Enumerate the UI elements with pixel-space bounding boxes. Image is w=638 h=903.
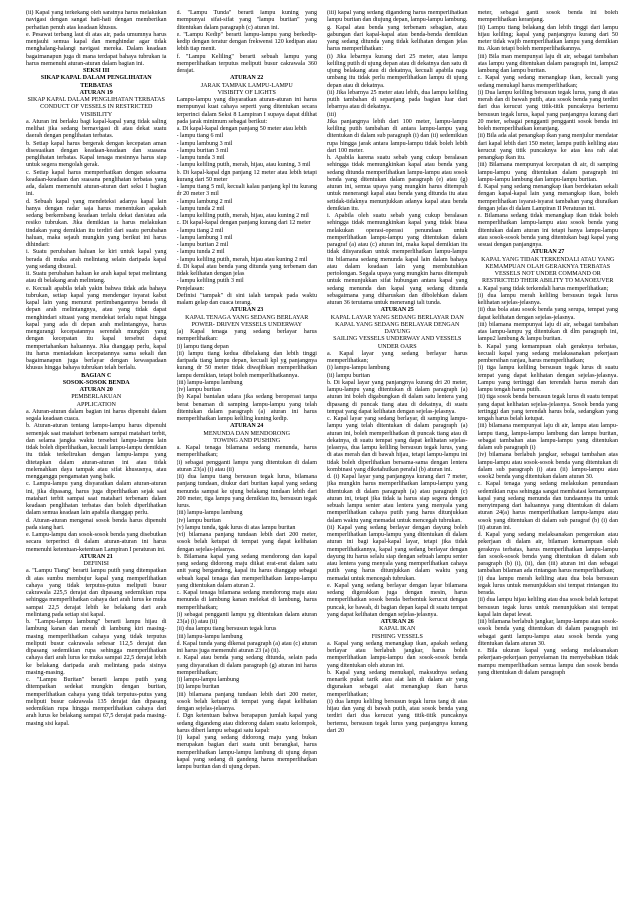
paragraph: d. Kapal tunda yang dikenai paragraph (a) atau (c) aturan ini harus juga memenuhi aturan 23 (a) (ii). bbox=[176, 640, 317, 654]
paragraph: (i) Dua lampu keliling bersusun tegak lurus, yang di atas merah dan di bawah putih, atau sosok benda yang terdiri dari dua kerucut yang titik-titik puncaknya bertemu bersusun tegak lurus, kapal yang panjangnya kurang dari 20 meter, sebagai pengganti pengganti sosok benda ini boleh memperlihatkan keranjang. bbox=[477, 89, 618, 132]
paragraph: (ii) Kapal yang terkekang oleh saratnya harus melakukan navigasi dengan sangat hati-hati dengan memberikan perhatian penuh atas keadaan khusus. bbox=[26, 10, 167, 31]
paragraph: (ii) dua lampu tiang bersusun tegak lurus, bilamana panjang tundaan, diukur dari buritan kapal yang sedang menunda sampai ke ujung belakang tundaan lebih dari 200 meter, tiga lampu yang demikian itu, bersusun tegak lurus. bbox=[176, 474, 317, 509]
paragraph: f. "Lampu Keliling" berarti sebuah lampu yang memperlihatkan terputus meliputi busur cakrawala 360 derajat. bbox=[176, 53, 317, 74]
paragraph: - lampu tiang 5 mil, kecuali kalau panjang kpl itu kurang dr 20 meter 3 mil bbox=[176, 184, 317, 198]
paragraph: (iv) bilamana berlabuh jangkar, sebagai tambahan atas lampu-lampu atau sosok-sosok benda yang ditentukan di dalam sub paragraph (i) atau (ii) lampu-lampu atau sosok2 benda yang ditentukan dalam aturan 30. bbox=[477, 452, 618, 480]
section-subheading: KAPAL YANG TIDAK TERKENDALI ATAU YANG KEMAMPUAN OLAH GERAKNYA TERBATAS bbox=[481, 256, 615, 270]
paragraph: (iii) kapal yang sedang digandeng harus memperlihatkan lampu buritan dan diujung depan, lampu-lampu lambung. bbox=[327, 10, 468, 24]
paragraph: (i) dua lampu merah keliling atau dua bola bersusun tegak lurus untuk menunjukkan sisi tempat rintangan itu berada. bbox=[477, 575, 618, 596]
paragraph: - lampu tunda 3 mil bbox=[176, 155, 225, 161]
section-heading: BAGIAN C bbox=[81, 372, 112, 379]
paragraph: a. Kapal yang sedang menangkap ikan, apakah sedang berlayar atau berlabuh jangkar, harus boleh memperlihatkan lampu-lampu dan sosok-sosok benda yang ditentukan oleh aturan ini. bbox=[327, 640, 468, 669]
paragraph: (iii) lampu-lampu lambung bbox=[176, 379, 243, 386]
paragraph: (iv) lampu buritan bbox=[176, 517, 221, 524]
paragraph: i. Apabila oleh suatu sebab yang cukup beralasan sehingga tidak memungkinkan kapal yang tidak biasa melakukan operasi-operasi penundaan untuk memperlihatkan lampu-lampu yang ditentukan dalam paragraf (a) atau (c) aturan ini, maka kapal demikian itu tidak diisyaratkan untuk memperlihatkan lampu-lampu itu bilamana sedang menunda kapal lain dalam bahaya atau dalam keadaan lain yang membutuhkan pertolongan. Segala upaya yang mungkin harus ditempuh untuk menunjukkan sifat hubungan antara kapal yang sedang menunda dan kapal yang sedang ditunda sebagaimana yang diharuskan dan dibolehkan dalam aturan 36 terutama untuk menerangi tali tunda. bbox=[327, 213, 468, 306]
paragraph: b. Setiap kapal harus bergerak dengan kecepatan aman disesuaikan dengan keadaan-keadaan dan suasana penglihatan terbatas. Kapal tenaga mesinnya harus siap untuk segera mengolah gerak. bbox=[26, 140, 167, 169]
paragraph: b. Aturan-aturan tentang lampu-lampu harus dipenuhi semenjak saat matahari terbenam sampai matahari terbit, dan selama jangka waktu tersebut lampu-lampu lain tidak boleh diperlihatkan, kecuali lampu-lampu demikian itu tidak terkelirukan dengan lampu-lampu yang ditetapkan dalam aturan-aturan ini atau tidak melemahkan daya tampak atau sifat khususnya, atau mengganggu pengamatan yang baik. bbox=[26, 423, 167, 480]
paragraph: ii. Suatu perubahan haluan ke arah kapal tepat melintang atau di belakang arah melintang. bbox=[26, 271, 167, 285]
paragraph: a. Kapal yang tidak terkendali harus memperlihatkan; bbox=[477, 285, 609, 292]
paragraph: - lampu lambung 3 mil bbox=[176, 140, 233, 147]
paragraph: e. Kecuali apabila telah yakin bahwa tidak ada bahaya tubrukan, setiap kapal yang mendengar isyarat kabut kapal lain yang menurut pertimbangannya berada di depan arah melintangnya, atau yang tidak dapat menghindari situasi yang mendekat terlalu rapat hingga kapal yang ada di depan arah melintangnya, harus mengurangi kecepatannya serendah mungkin yang dengan kecepatan itu kapal tersebut dapat mempertahankan haluannya. Jika dianggap perlu, kapal itu harus meniadakan kecepatannya sama sekali dan bagaimanapun juga berlayar dengan kewaspadaan khusus hingga bahaya tubrukan telah berlalu. bbox=[26, 285, 167, 372]
paragraph: c. Kapal tenaga yang sedang melakukan penundaan sedemikian rupa sehingga sangat membatasi kemampuan kapal yang sedang menunda dan tundaannya itu untuk menyimpang dari haluannya yang ditentukan di dalam aturan 24(a) harus memperlihatkan lampu-lampu atau sosok yang ditentukan di dalam sub paragraf (b) (i) dan (ii) aturan ini. bbox=[477, 481, 618, 531]
paragraph: (ii) dua lampu tiang bersusun tegak lurus bbox=[176, 626, 277, 633]
paragraph: c. Lampu-lampu yang disyaratkan dalam aturan-aturan ini, jika dipasang, harus juga diperlihatkan sejak saat matahari terbit sampai saat matahari terbenam dalam keadaan penglihatan terbatas dan boleh diperlihatkan dalam semua keadaan lain apabila dianggap perlu. bbox=[26, 481, 167, 517]
paragraph: (ii) lampu tiang kedua dibelakang dan lebih tinggi daripada tiang lampu depan, kecuali kpl yg panjangnya kurang dr 50 meter tidak diwajibkan memperlihatkan lampu demikian, tetapi boleh memperlihatkannya. bbox=[176, 350, 317, 379]
paragraph: - lampu buritan 3 mil bbox=[176, 147, 229, 154]
paragraph: (a) Kapal tenaga yang sedang berlayar harus memperlihatkan: bbox=[176, 329, 317, 343]
section-subheading: APPLICATION bbox=[76, 401, 116, 408]
paragraph: - lampu tiang 6 mil bbox=[176, 133, 224, 140]
section-heading: ATURAN 25 bbox=[380, 307, 414, 314]
paragraph: (ii) lampu buritan bbox=[327, 372, 370, 379]
paragraph: e. Bila ukuran kapal yang sedang melaksanakan pekerjaan-pekerjaan penyelaman itu menyebabkan tidak mampu memperlihatkan semua lampu dan sosok benda yang ditentukan di dalam paragraph bbox=[477, 648, 618, 676]
document-page bbox=[26, 10, 618, 896]
paragraph: c. Kapal tenaga bilamana sedang mendorong maju atau menunda di lambung kanan melekat di lambung, harus memperlihatkan; bbox=[176, 590, 317, 611]
text-column-2 bbox=[177, 10, 318, 896]
paragraph: - lampu tiang 2 mil bbox=[176, 227, 224, 234]
paragraph: b. Di kapal layar yang panjangnya kurang dri 20 meter, lampu-lampu yang ditentukan di dalam paragraph (a) aturan ini boleh digabungkan di dalam satu lentera yang dipasang di puncak tiang atau di dekatnya, di suatu tempat yang dapat kelihatan dengan sejelas-jelasnya. bbox=[327, 379, 468, 415]
paragraph: a. Kapal layar yang sedang berlayar harus memperlihatkan; bbox=[327, 350, 468, 364]
section-heading: ATURAN 23 bbox=[230, 307, 264, 314]
paragraph: (v) lampu tunda, tgak lurus di atas lampu buritan bbox=[176, 524, 296, 531]
paragraph: e. Lampu-lampu dan sosok-sosok benda yang disebutkan secara terperinci di dalam aturan-aturan ini harus memenuhi ketentuan-ketentuan Lampiran I peraturan ini. bbox=[26, 532, 167, 553]
paragraph: d. Di kapal atau benda yang ditunda yang terbenam dan tidak kelihatan dengan jelas bbox=[176, 263, 317, 277]
paragraph: - lampu lambung 2 mil bbox=[176, 198, 233, 205]
paragraph: e. Bilamana sedang tidak menangkap ikan tidak boleh memperlihatkan lampu-lampu atau sosok benda yang ditentukan dalam aturan ini tetapi hanya lampu-lampu atau sosok-sosok benda yang ditentukan bagi kapal yang sesuai dengan panjangnya. bbox=[477, 213, 618, 248]
paragraph: b. Kapal yang sedang menukapl, maksudnya sedang menarik pukat tarik atau alat lain di dalam air yang digunakan sebagai alat menangkap ikan harus memperlihatkan; bbox=[327, 669, 468, 698]
paragraph: Jika panjangnya lebih dari 100 meter, lampu-lampu keliling putih tambahan di antara lampu-lampu yang ditentukan di dalam sub paragraph (i) dan (ii) sedemikian rupa hingga jarak antara lampu-lampu tidak boleh lebih dari 100 meter. bbox=[327, 118, 468, 154]
paragraph: d. Sebuah kapal yang mendeteksi adanya kapal lain hanya dengan radar saja harus menentukan apakah sedang berkembang keadaan terlalu dekat dan/atau ada resiko tubrukan. Jika demikian ia harus melakukan tindakan yang demikian itu terdiri dari suatu perubahan haluan, maka sejauh mungkin yang berikut ini harus dihindari: bbox=[26, 198, 167, 248]
paragraph: (iii) Bilamana mempunyai kecepatan di air, di samping lampu-lampu yang ditentukan dalam paragraph ini lampu-lampu lambung dan lampu-lampu buritan. bbox=[477, 162, 618, 183]
section-heading: SIKAP KAPAL DALAM PENGLIHATAN TERBATAS bbox=[40, 75, 152, 89]
paragraph: f. Dgn ketentuan bahwa berapapun jumlah kapal yang sedang digandeng atau didorong dalam suatu kelompok, harus diberi lampu sebagai satu kapal: bbox=[176, 713, 317, 734]
paragraph: (iii) bilamana berlabuh jangkar, lampu-lampu atau sosok-sosok benda yang ditentukan di dalam paragraph ini sebagai ganti lampu-lampu atau sosok benda yang ditentukan dalam aturan 30. bbox=[477, 619, 618, 647]
paragraph: (iv) lampu buritan bbox=[176, 387, 221, 393]
paragraph: (i) dua lampu keliling bersusun tegak lurus tang di atas hijau dan yang di bawah putih, atau sosok benda yang terdiri dari dua kerucut yang titik-titik puncaknya bertemu, bersusun tegak lurus yang panjangnya kurang dari 20 bbox=[327, 698, 468, 734]
paragraph: i. Suatu perubahan haluan ke kiri untuk kapal yang berada di muka arah melintang selain daripada kapal yang sedang disusul. bbox=[26, 249, 167, 270]
paragraph: (ii) dua bola atau sosok benda yang serupa, tempat yang dapat kelihatan dengan sejelas-jelasnya. bbox=[477, 307, 618, 321]
section-heading: ATURAN 27 bbox=[531, 249, 565, 256]
paragraph: Penjelasan: bbox=[176, 285, 205, 292]
paragraph: b. "Lampu-lampu lambung" berarti lampu hijau di lambung kanan dan merah di lambung kiri masing-masing memperlihatkan cahaya yang tidak terputus meliputi busur cakrawala sebesar 112,5 derajat dan dipasang sedemikian rupa sehingga memperlihatkan cahaya dari arah lurus ke muka sampai 22,5 derajat lebih ke belakang daripada arah melintang pada sisinya masing-masing. bbox=[26, 619, 167, 676]
paragraph: (i) lampu tiang depan bbox=[176, 343, 229, 350]
section-heading: ATURAN 26 bbox=[380, 619, 414, 625]
paragraph: d. Kapal yang sedang melaksanakan pengerukan atau pekerjaan di dalam air, bilaman kemampuan olah geraknya terbatas, harus memperlihatkan lampu-lampu dan sosok-sosok benda yang ditentukan di dalam sub paragraph (b) (i), (ii), dan (iii) aturan ini dan sebagai tambahan bilaman ada rintangan harus memperlihatkan; bbox=[477, 532, 618, 575]
paragraph: b. Kapal yang kemampuan olah geraknya terbatas, kecuali kapal yang sedang melakasanakan pekerjaan pembersihan ranjau, harus memperlihatkan; bbox=[477, 343, 618, 364]
paragraph: - lampu lambung 1 mil bbox=[176, 234, 233, 241]
paragraph: (iii) bbox=[327, 111, 337, 118]
section-heading: ATURAN 21 bbox=[79, 553, 113, 560]
section-subheading: SIKAP KAPAL DALAM PENGLIHATAN TERBATAS bbox=[27, 97, 165, 103]
section-subheading: JARAK TAMPAK LAMPU-LAMPU bbox=[200, 82, 293, 89]
section-subheading: VESSELS NOT UNDER COMMAND OR bbox=[494, 271, 601, 277]
paragraph: a. "Lampu Tiang" berarti lampu putih yang ditempatkan di atas sumbu membujur kapal yang memperlihatkan cahaya yang tidak terputus-putus meliputi busur cakrawala 225,5 derajat dan dipasang sedemikian rupa sehingga memperlihatkan cahaya dari arah lurus ke muka sampai 22,5 derajat lebih ke belakang dari arah melintang pada setiap sisi kapal. bbox=[26, 568, 167, 618]
paragraph: (iii) lampu-lampu lambung bbox=[176, 510, 243, 517]
paragraph: (vi) bilamana panjang tundaan lebih dari 200 meter, sosok belah ketupat di tempat yang dapat kelihatan dengan sejelas-jelasnya. bbox=[176, 532, 317, 553]
paragraph: d. "Lampu Tunda" berarti lampu kuning yang mempunyai sifat-sifat yang "lampu buritan" yang ditentukan dalam paragraph (c) aturan ini. bbox=[176, 10, 317, 31]
paragraph: - lampu buritan 2 mil bbox=[176, 242, 229, 248]
paragraph: e. Pesawat terbang laut di atas air, pada umumnya harus menjauhi semua kapal dan menghindar agar tidak menghalang-halangi navigasi mereka. Dalam keadaan bagaimanapun juga di mana terdapat bahaya tubrukan ia harus memenuhi aturan-aturan dalam bagian ini. bbox=[26, 31, 167, 67]
paragraph: c. Di kapal-kapal dengan panjang kurang dari 12 meter bbox=[176, 220, 311, 227]
paragraph: (ii) Kapal yang sedang berlayar dengan dayung boleh memperlihatkan lampu-lampu yang ditentukan di dalam aturan ini bagi kapal-kapal layar, tetapi jika tidak memperlihatkannya, kapal yang sedang berlayar dengan dayung itu harus selalu siap dengan sebuah lampu senter atau lentera yang menyala yang memperlihatkan cahaya putih yang harus ditunjukkan dalam waktu yang memadai untuk mencegah tubrukan. bbox=[327, 524, 468, 582]
paragraph: e. "Lampu Kedip" berarti lampu-lampu yang berkedip-kedip dengan teratur dengan frekwensi 120 kedipan atau lebih tiap menit. bbox=[176, 31, 317, 53]
section-subheading: SAILING VESSELS UNDERWAY AND VESSELS UNDER OARS bbox=[333, 336, 462, 350]
paragraph: a. Di kapal-kapal dengan panjang 50 meter atau lebih bbox=[176, 126, 307, 132]
section-heading: ATURAN 20 bbox=[79, 387, 113, 393]
paragraph: (ii) Jika lebarnya 25 meter atau lebih, dua lampu keliling putih tambahan di sepanjang pada bagian luar dari lebarnya atau di dekatnya. bbox=[327, 89, 468, 111]
paragraph: (iii) lampu-lampu lambung bbox=[176, 633, 243, 640]
paragraph: (ii) Lampu tiang belakang dan lebih tinggi dari lampu hijau keliling; kapal yang panjangnya kurang dari 50 meter tidak wajib memperlihatkan lampu yang demikian itu. Akan tetapi boleh memperlihatkannya. bbox=[477, 24, 618, 53]
section-subheading: CONDUCT OF VESSELS IN RESTRICTED VISIBILITY bbox=[40, 104, 153, 118]
section-subheading: PEMBERLAKUAN bbox=[71, 394, 122, 401]
paragraph: (iii) Bila man mempunyai laju di air, sebagai tambahan atas lampu yang ditentukan dalam paragraph ini, lampu2 lambung dan lampu buritan. bbox=[477, 53, 618, 74]
section-subheading: KAPAL TENAGA YANG SEDANG BERLAYAR bbox=[185, 314, 309, 321]
paragraph: - lampu tunda 2 mil bbox=[176, 249, 225, 256]
section-subheading: KAPAL LAYAR YANG SEDANG BERLAYAR DAN bbox=[330, 314, 464, 321]
paragraph: (i) dua lampu merah keliling bersusun tegak lurus kelihatan sejelas-jelasnya. bbox=[477, 292, 618, 306]
paragraph: (i) sebagai pengganti lampu yang ditentukan di dalam aturan 23(a) (i) atau (ii) bbox=[176, 459, 317, 473]
text-column-1 bbox=[26, 10, 167, 896]
section-subheading: MENUNDA DAN MENDORONG bbox=[203, 430, 291, 437]
section-heading: ATURAN 24 bbox=[230, 423, 264, 430]
paragraph: e. Kapal yang sedang berlayar dengan layar bilamana sedang digerakkan juga dengan mesin, harus memperlihatkan sosok benda berbentuk kerucut dengan puncak, ke bawah, di bagian depan kapal di suatu tempat yang dapat kelihatan dengan sejelas-jelasnya. bbox=[327, 582, 468, 618]
text-column-3 bbox=[327, 10, 468, 896]
paragraph: - lampu keliling putih, merah, hijau, atau kuning 2 mil bbox=[176, 213, 309, 219]
paragraph: - lampu tunda 2 mil bbox=[176, 205, 225, 212]
section-subheading: KAPAL YANG SEDANG BERLAYAR DENGAN DAYUNG bbox=[335, 321, 460, 335]
section-subheading: VISIBITY OF LIGHTS bbox=[217, 89, 276, 96]
section-heading: SEKSI III bbox=[82, 68, 110, 74]
paragraph: (i) lampu-lampu lambung bbox=[176, 677, 240, 683]
section-subheading: TOWING AND PUSHING bbox=[213, 437, 281, 444]
paragraph: d. Aturan-aturan mengenai sosok benda harus dipenuhi pada siang hari. bbox=[26, 517, 167, 531]
paragraph: a. Aturan ini berlaku bagi kapal-kapal yang tidak saling melihat jika sedang bernavigasi di atau dekat suatu daerah dengan penglihatan terbatas. bbox=[26, 118, 167, 140]
section-subheading: DEFINISI bbox=[83, 561, 109, 567]
paragraph: b. Di kapal-kapal dgn panjang 12 meter atau lebih tetapi kurang dari 50 meter bbox=[176, 169, 317, 183]
section-heading: ATURAN 22 bbox=[230, 75, 264, 82]
paragraph: - lampu keliling putih, merah, hijau atau kuning 2 mil bbox=[176, 256, 308, 263]
section-heading: SOSOK-SOSOK BENDA bbox=[62, 379, 130, 386]
paragraph: a. Kapal tenaga bilamana sedang menunda, harus memperlihatkan; bbox=[176, 445, 317, 459]
paragraph: (i) lampu-lampu lambung bbox=[327, 365, 390, 372]
paragraph: h. Apabila karena suatu sebab yang cukup beralasan sehingga tidak memungkinkan kapal atau benda yang sedang ditunda memperlihatkan lampu-lampu atau sosok benda yang ditentukan dalam paragraph (e) atau (g) aturan ini, semua upaya yang mungkin harus ditempuh untuk menerangi kapal atau benda yang ditunda itu atau setidak-tidaknya menunjukkan adanya kapal atau benda demikian itu. bbox=[327, 155, 468, 212]
paragraph: (i) Jika lebarnya kurang dari 25 meter, atau lampu keliling putih di ujung depan atau di dekatnya dan satu di ujung belakang atau di dekatnya, kecuali apabila naga umbang itu tidak perlu memperlihatkan lampu di ujung depan atau di dekatnya. bbox=[327, 53, 468, 89]
paragraph: (iii) bilamana mempunyai laju di air, sebagai tambahan atas lampu-lampu yg ditentukan di dlm paragraph ini, lampu2 lambung & lampu buritan. bbox=[477, 321, 618, 343]
paragraph: (b) Kapal bantalan udara jika sedang beroperasi tanpa berat benaman di samping lampu-lampu yang telah ditentukan dalam paragraph (a) aturan ini harus memperlihatkan lampu keliling kuning kedip. bbox=[176, 394, 317, 422]
paragraph: (ii) dua lampu hijau keliling atau dua sosok belah ketupat bersusun tegak lurus untuk menunjukkan sisi tempat kapal lain dapat lewat. bbox=[477, 597, 618, 618]
paragraph: b. Bilamana kapal yang sedang mendorong dan kapal yang sedang didorong maju diikat erat-erat dalam satu unit yang bergandeng, kapal itu harus dianggap sebagai sebuah kapal tenaga dan memperlihatkan lampu-lampu yang ditentukan dalam aturan 2. bbox=[176, 553, 317, 589]
paragraph: Lampu-lampu yang disyaratkan aturan-aturan ini harus mempunyai kuat cahaya seperti yang ditentukan secara terperinci dalam Seksi 8 Lampiran I supaya dapat dilihat pada jarak minimum sebagai berikut: bbox=[176, 97, 317, 125]
paragraph: (ii) tiga sosok benda bersusun tegak lurus di suatu tempat yang dapat kelihatan sejelas-jelasnya. Sosok benda yang tertinggi dan yang terendah harus bola, sedangkan yang tengah harus belah ketupat. bbox=[477, 394, 618, 422]
paragraph: meter, sebagai ganti sosok benda ini boleh memperlihatkan keranjang. bbox=[477, 10, 618, 24]
paragraph: g. Kapal atau benda yang terbenam sebagian, atau gabungan dari kapal-kapal atau benda-benda demikian yang sedang ditunda yang tidak kelihatan dengan jelas harus memperlihatkan: bbox=[327, 24, 468, 53]
paragraph: - lampu keliling putih, merah, hijau, atau kuning, 3 mil bbox=[176, 162, 311, 169]
paragraph: c. "Lampu Buritan" berarti lampu putih yang ditempatkan sedekat mungkin dengan buritan, memperlihatkan cahaya yang tidak terputus-putus yang meliputi busur cakrawala 135 derajat dan dipasang sedemikian rupa hingga memperlihatkan cahaya dari arah lurus ke belakang sampai 67,5 derajat pada masing-masing sisi kapal. bbox=[26, 677, 167, 727]
paragraph: Definisi "tampak" di sini ialah tampak pada waktu malam gelap dan cuaca terang. bbox=[176, 292, 317, 306]
section-subheading: POWER- DRIVEN VESSELS UNDERWAY bbox=[191, 321, 303, 328]
paragraph: d. (i) Kapal layar yang panjangnya kurang dari 7 meter, jika mungkin harus memperlihatkan lampu-lampu yang ditentukan di dalam paragraph (a) atau paragraph (c) aturan ini, tetapi jika tidak ia harus siap segera dengan sebuah lampu senter atau lentera yang menyala yang memperlihatkan cahaya putih yang harus ditunjukkan dalam waktu yang memadai untuk mencegah tubrukan. bbox=[327, 474, 468, 524]
text-column-4 bbox=[478, 10, 619, 896]
section-heading: ATURAN 19 bbox=[79, 89, 113, 96]
paragraph: c. Setiap kapal harus memperhatikan dengan seksama keadaan-keadaan dan suasana penglihatan terbatas yang ada, dalam memenuhi aturan-aturan dari seksi I bagian ini. bbox=[26, 169, 167, 198]
paragraph: (iii) bilamana panjang tundaan lebih dari 200 meter, sosok belah ketupat di tempat yang dapat kelihatan dengan sejelas-jelasnya. bbox=[176, 691, 317, 712]
paragraph: (i) kapal yang sedang didorong maju yang bukan merupakan bagian dari suatu unit berangkai, harus memperlihatkan lampu-lampu lambung di ujung depan kapal yang sedang di gandeng harus memperlihatkan lampu buritan dan di ujung depan. bbox=[176, 735, 317, 770]
paragraph: d. Kapal yang sedang menangkap ikan berdekatan sekali dengan kapal-kapal lain yang menangkap ikan, boleh memperlihatkan isyarat-isyarat tambahan yang diuraikan dengan jelas di dalam Lampiran II Peraturan ini. bbox=[477, 184, 618, 212]
paragraph: a. Aturan-aturan dalam bagian ini harus dipenuhi dalam segala keadaan cuaca. bbox=[26, 408, 167, 422]
paragraph: (ii) lampu buritan bbox=[176, 684, 220, 691]
section-subheading: KAPAL IKAN bbox=[379, 626, 416, 633]
paragraph: (iii) bilamana mempunyai laju di air, lampu atau lampu-lampu tiang, lampu-lampu lambung dan lampu buritan, sebagai tambahan atas lampu-lampu yang ditentukan dalam sub paragraph (i) bbox=[477, 423, 618, 451]
section-subheading: FISHING VESSELS bbox=[371, 633, 423, 640]
paragraph: (i) tiga lampu keliling bersusun tegak lurus di suatu tempat yang dapat kelihatan dengan sejelas-jelasnya. Lampu yang tertinggi dan terendah harus merah dan lampu tengah harus putih. bbox=[477, 365, 618, 393]
paragraph: e. Kapal atau benda yang sedang ditunda, selain pada yang disyaratkan di dalam paragraph (g) aturan ini harus memperlihatkan; bbox=[176, 655, 317, 676]
section-subheading: RESTRICTED THEIR ABILITY TO MANOEUVER bbox=[482, 278, 614, 285]
paragraph: - lampu keliling putih 3 mil bbox=[176, 278, 244, 285]
paragraph: (ii) Bila ada alat penangkap ikan yang menjulur mendatar dari kapal lebih dari 150 meter, lampu putih keliling atau kerucut yang titik puncaknya ke atas kea rah alat penangkap ikan itu. bbox=[477, 133, 618, 161]
paragraph: c. Kapal yang sedang menangkap ikan, kecuali yang sedang menukapl harus memperlihatkan; bbox=[477, 75, 618, 89]
paragraph: c. Kapal layar yang sedang berlayar, di samping lampu-lampu yang telah ditentukan di dalam paragraph (a) aturan ini, boleh memperlihatkan di puncak tiang atau di dekatnya, di suatu tempat yang dapat kelihatan sejelas-jelasnya, dua lampu keliling bersusun tegak lurus, yang di atas merah dan di bawah hijau, tetapi lampu-lampu ini tidak boleh diperlihatkan bersama-sama dengan lentera kombinasi yang diketahuikan perafal (b) aturan ini. bbox=[327, 416, 468, 473]
paragraph: (i) sebagai pengganti lampu yg ditentukan dalam aturan 23(a) (i) atau (ii) bbox=[176, 611, 317, 625]
